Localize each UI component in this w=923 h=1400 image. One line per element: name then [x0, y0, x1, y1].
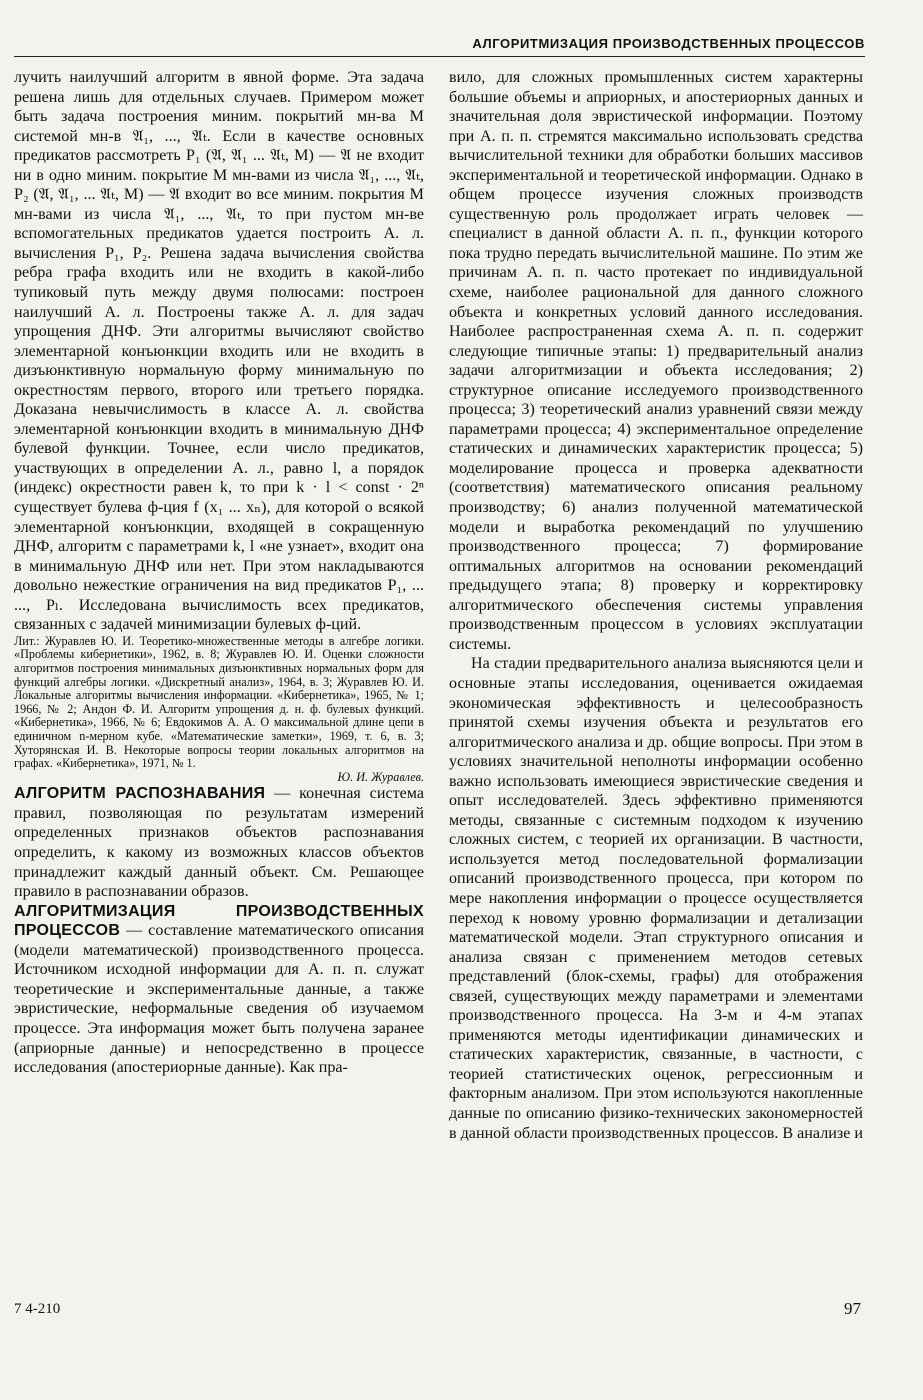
- author-signature: Ю. И. Журавлев.: [337, 769, 424, 784]
- entry-algorithmization: [14, 902, 424, 1078]
- page-number: 97: [844, 1299, 861, 1318]
- entry-term: АЛГОРИТМИЗАЦИЯ ПРОИЗВОДСТВЕННЫХ ПРОЦЕССОВ: [14, 902, 424, 940]
- header-rule: [14, 56, 865, 57]
- right-column: [449, 68, 863, 1143]
- article-continuation-paragraph: лучить наилучший алгоритм в явной форме. Эта задача решена лишь для отдельных случаев. Примером может быть задача построения миним. покрытий мн-ва M системой мн-в 𝔄₁, ..., 𝔄ₜ. Если в качестве основных предикатов рассмотреть P₁ (𝔄, 𝔄₁ ... 𝔄ₜ, M) — 𝔄 не входит ни в одно миним. покрытие M мн-вами из числа 𝔄₁, ..., 𝔄ₜ, P₂ (𝔄, 𝔄₁, ... 𝔄ₜ, M) — 𝔄 входит во все миним. покрытия M мн-вами из числа 𝔄₁, ..., 𝔄ₜ, то при пустом мн-ве вспомогательных предикатов удается построить А. л. вычисления P₁, P₂. Решена задача вычисления свойства ребра графа входить или не входить в какой-либо тупиковый путь между двумя полюсами: построен наилучший А. л. Построены также А. л. для задач упрощения ДНФ. Эти алгоритмы вычисляют свойство элементарной конъюнкции входить или не входить в дизъюнктивную нормальную форму минимальную по окрестностям первого, второго или третьего порядка. Доказана невычислимость в классе А. л. свойства элементарной конъюнкции входить в минимальную ДНФ булевой функции. Точнее, если число предикатов, участвующих в определении А. л., равно l, а порядок (индекс) окрестности равен k, то при k · l < const · 2ⁿ существует булева ф-ция f (x₁ ... xₙ), для которой о всякой элементарной конъюнкции, входящей в сокращенную ДНФ, алгоритм с параметрами k, l «не узнает», входит она в минимальную ДНФ или нет. При этом накладываются довольно нежесткие ограничения на вид предикатов P₁, ... ..., Pₗ. Исследована вычислимость всех предикатов, связанных с задачей минимизации булевых ф-ций.: [14, 69, 424, 634]
- running-title: АЛГОРИТМИЗАЦИЯ ПРОИЗВОДСТВЕННЫХ ПРОЦЕССОВ: [472, 36, 865, 51]
- left-column: [14, 68, 424, 1078]
- literature-references: Лит.: Журавлев Ю. И. Теоретико-множественные методы в алгебре логики. «Проблемы кибернетики», 1962, в. 8; Журавлев Ю. И. Оценки сложности алгоритмов построения минимальных дизъюнктивных нормальных форм для функций алгебры логики. «Дискретный анализ», 1964, в. 3; Журавлев Ю. И. Локальные алгоритмы вычисления информации. «Кибернетика», 1965, № 1; 1966, № 2; Андон Ф. И. Алгоритм упрощения д. н. ф. булевых функций. «Кибернетика», 1966, № 6; Евдокимов А. А. О максимальной длине цепи в единичном n-мерном кубе. «Математические заметки», 1969, т. 6, в. 3; Хуторянская И. В. Некоторые вопросы теории локальных алгоритмов на графах. «Кибернетика», 1971, № 1.: [14, 633, 424, 771]
- printer-signature: 7 4-210: [14, 1301, 61, 1317]
- entry-definition: — составление математического описания (модели математической) производственного процесса. Источником исходной информации для А. п. п. служат теоретические и экспериментальные данные, а также эвристические, неформальные сведения об изучаемом процессе. Эта информация может быть получена заранее (априорные данные) и непосредственно в процессе исследования (апостериорные данные). Как пра-: [14, 922, 424, 1077]
- body-paragraph: вило, для сложных промышленных систем характерны большие объемы и априорных, и апостериорных данных и значительная доля эвристической информации. Поэтому при А. п. п. стремятся максимально использовать средства вычислительной техники для обработки больших массивов экспериментальной и теоретической информации. Однако в общем процессе изучения сложных производств существенную роль продолжает играть человек — специалист в данной области А. п. п., функции которого пока трудно передать вычислительной машине. По этим же причинам А. п. п. часто протекает по индивидуальной схеме, наиболее рациональной для данного сложного объекта и конкретных условий данного исследования. Наиболее распространенная схема А. п. п. содержит следующие типичные этапы: 1) предварительный анализ задачи алгоритмизации и объекта исследования; 2) структурное описание исследуемого производственного процесса; 3) теоретический анализ уравнений связи между параметрами процесса; 4) экспериментальное определение статических и динамических характеристик процесса; 5) моделирование процесса и проверка адекватности (соответствия) математического описания реальному производству; 6) анализ полученной математической модели и выработка рекомендаций по улучшению производственного процесса; 7) формирование оптимальных алгоритмов на основании рекомендаций предыдущего этапа; 8) проверку и корректировку алгоритмического обеспечения системы управления производственным процессом в условиях эксплуатации системы.: [449, 69, 863, 653]
- body-paragraph: На стадии предварительного анализа выясняются цели и основные этапы исследования, оценивается ожидаемая экономическая эффективность и целесообразность принятой схемы изучения объекта и результатов его алгоритмического анализа и др. общие вопросы. При этом в условиях значительной неполноты информации особенно важно использовать имеющиеся эвристические сведения и опыт исследователей. Здесь эффективно применяются методы, связанные с системным подходом к изучению сложных систем, с теорией их организации. В частности, используется метод последовательной формализации описаний производственного процесса, при котором по мере накопления информации о процессе осуществляется переход к новому уровню формализации и детализации математической модели. Этап структурного описания и анализа связан с применением методов сетевых представлений (блок-схемы, графы) для отображения связей, существующих между параметрами и элементами производственного процесса. На 3-м и 4-м этапах применяются методы идентификации динамических и статических характеристик, связанные, в частности, с теорией статистических оценок, регрессионным и факторным анализом. При этом используются накопленные данные по описанию физико-технических закономерностей в данной области производственных процессов. В анализе и: [449, 655, 863, 1142]
- entry-algorithm-recognition: [14, 784, 424, 901]
- entry-term: АЛГОРИТМ РАСПОЗНАВАНИЯ: [14, 785, 266, 803]
- entry-definition: — конечная система правил, позволяющая по результатам измерений определенных признаков объектов распознавания определить, к какому из возможных классов объектов принадлежит каждый данный объект. См. Решающее правило в распознавании образов.: [14, 785, 424, 901]
- literature-block: [14, 635, 424, 785]
